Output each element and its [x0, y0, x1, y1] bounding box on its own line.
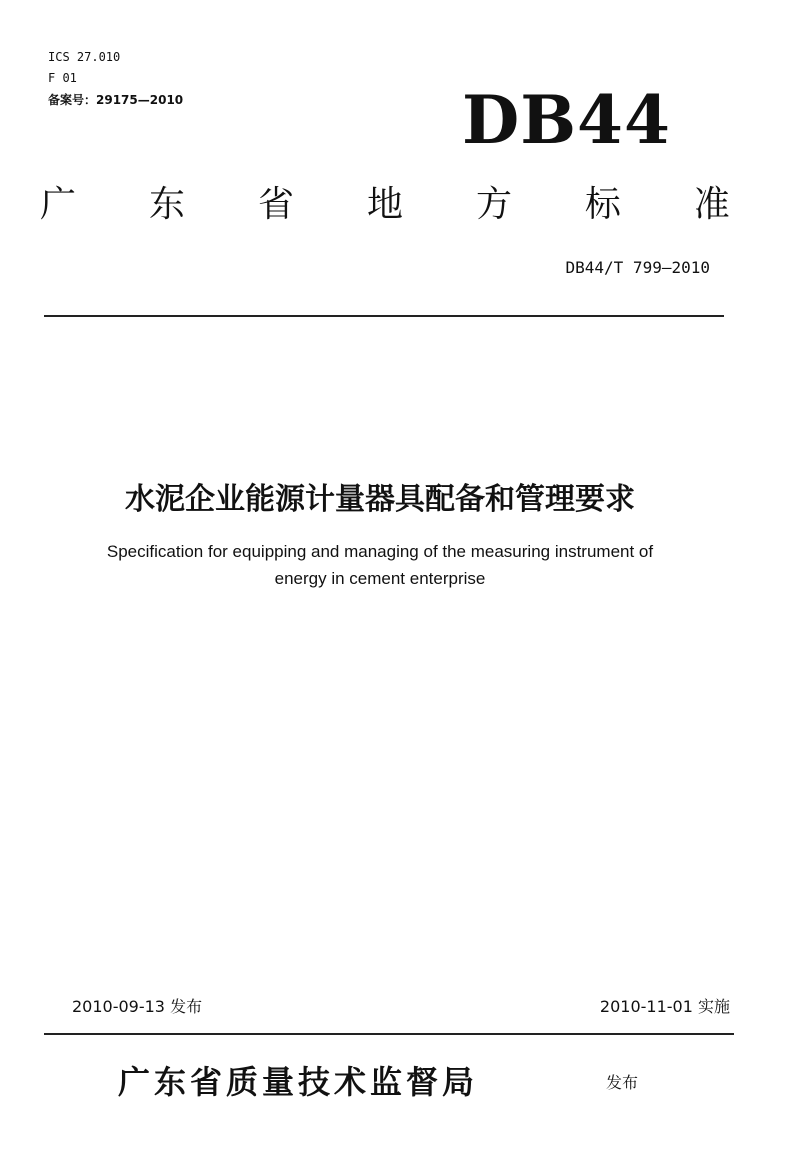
record-number: 备案号：29175—2010 — [48, 93, 184, 107]
issue-date: 2010-09-13 发布 — [72, 997, 203, 1016]
top-divider — [44, 315, 724, 317]
standard-code: DB44 — [462, 81, 671, 159]
standard-type-char: 地 — [366, 184, 403, 225]
issuer-action: 发布 — [606, 1073, 639, 1092]
standard-type — [40, 180, 730, 230]
standard-type-char: 标 — [584, 184, 621, 225]
standard-type-char: 广 — [40, 184, 77, 225]
document-title-english — [30, 538, 730, 592]
classification-code: F 01 — [48, 71, 77, 85]
document-title-chinese: 水泥企业能源计量器具配备和管理要求 — [125, 482, 635, 517]
standard-type-char: 准 — [693, 184, 730, 225]
standard-type-char: 方 — [475, 184, 512, 225]
english-title-line: energy in cement enterprise — [274, 569, 486, 588]
bottom-divider — [44, 1033, 734, 1035]
english-title-line: Specification for equipping and managing of the measuring instrument of — [106, 542, 654, 561]
standard-type-char: 东 — [148, 184, 185, 225]
standard-number: DB44/T 799—2010 — [565, 258, 710, 277]
issuer-name: 广东省质量技术监督局 — [118, 1063, 479, 1101]
standard-type-char: 省 — [257, 184, 294, 225]
implementation-date: 2010-11-01 实施 — [599, 997, 730, 1016]
ics-code: ICS 27.010 — [48, 50, 121, 64]
